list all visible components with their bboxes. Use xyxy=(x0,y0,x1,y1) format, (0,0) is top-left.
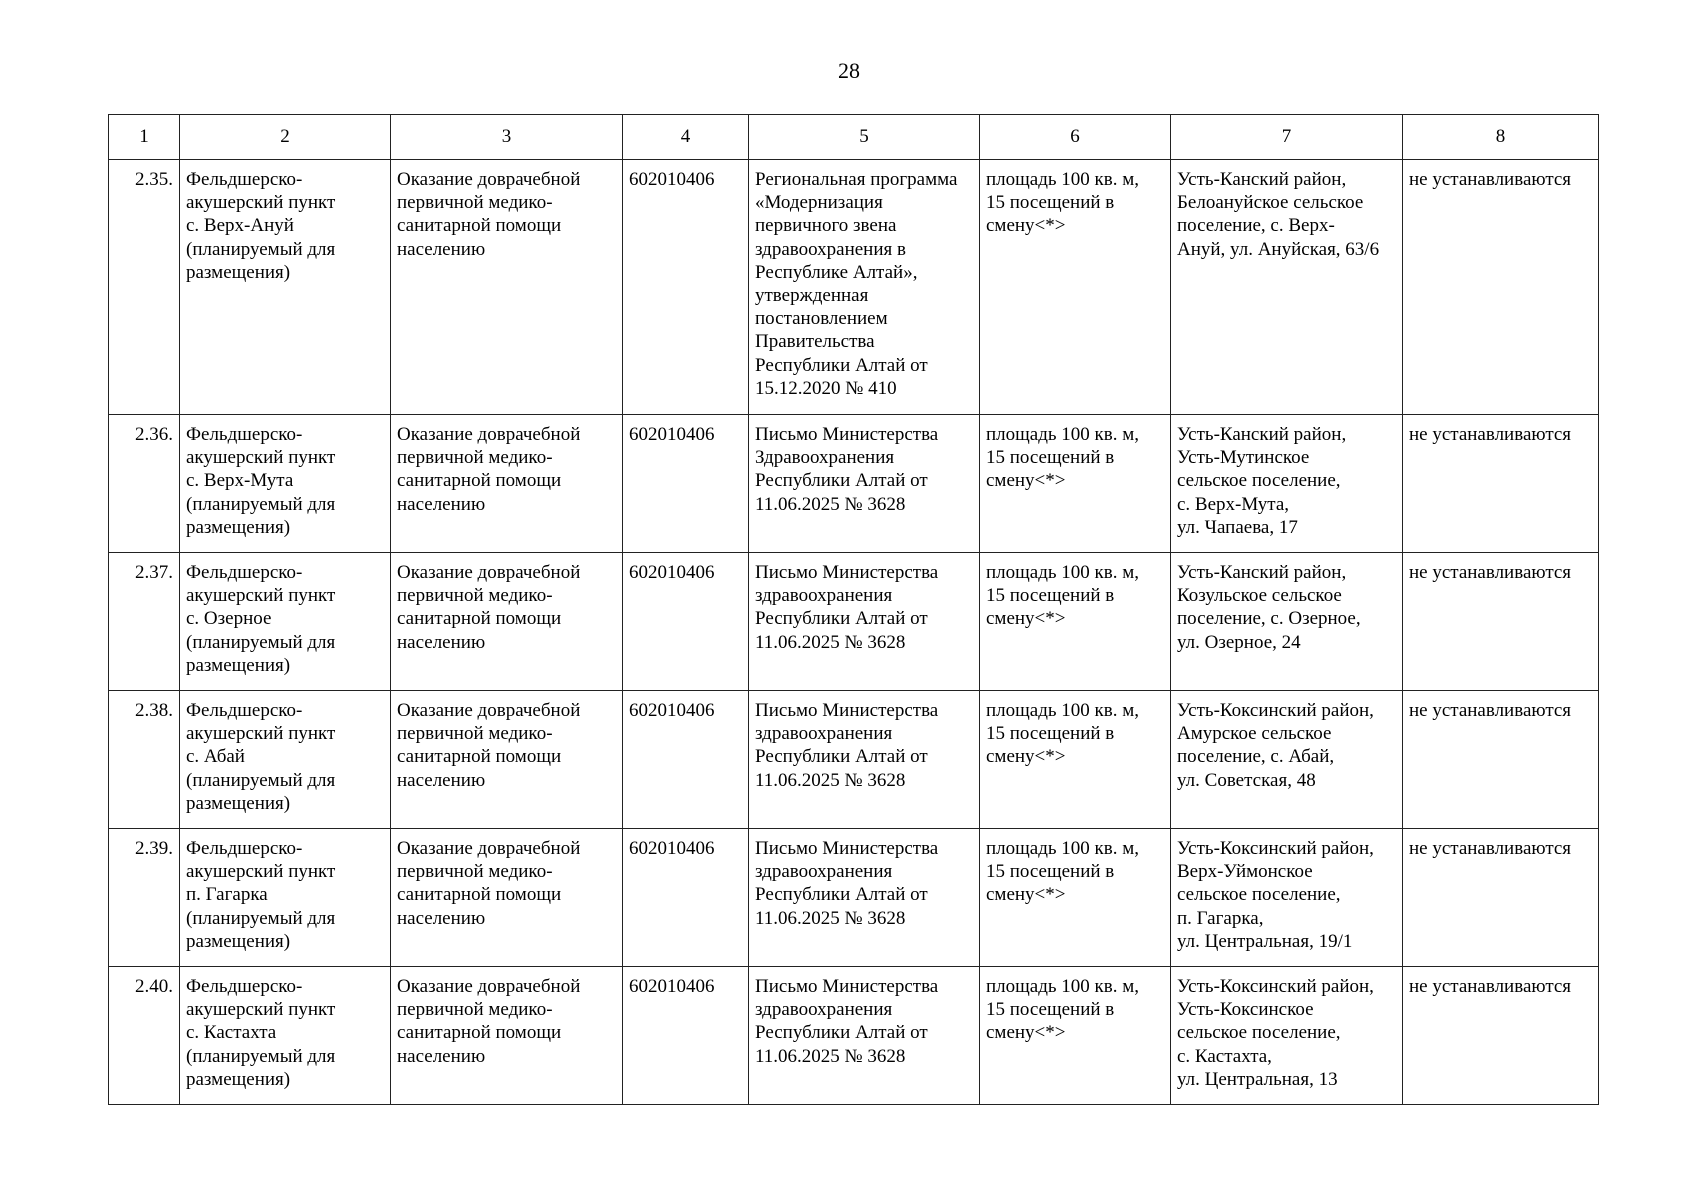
table-row xyxy=(109,967,1599,1105)
text-line: смену<*> xyxy=(986,1022,1066,1044)
text-line: Оказание доврачебной xyxy=(397,976,581,997)
table-row xyxy=(109,415,1599,553)
text-line: Оказание доврачебной xyxy=(397,424,581,445)
text-line: площадь 100 кв. м, xyxy=(986,562,1140,583)
text-line: постановлением xyxy=(755,308,888,330)
text-line: Письмо Министерства xyxy=(755,562,939,583)
text-line: площадь 100 кв. м, xyxy=(986,424,1140,445)
text-line: поселение, с. Верх- xyxy=(1177,215,1335,237)
text-line: Фельдшерско- xyxy=(186,562,303,583)
text-line: санитарной помощи xyxy=(397,746,562,768)
text-line: (планируемый для xyxy=(186,907,336,929)
text-line: первичной медико- xyxy=(397,999,553,1021)
text-line: Письмо Министерства xyxy=(755,424,939,445)
row-number-cell: 2.37. xyxy=(109,553,180,691)
text-line: Ануй, ул. Ануйская, 63/6 xyxy=(1177,238,1380,260)
text-line: санитарной помощи xyxy=(397,215,562,237)
text-line: здравоохранения xyxy=(755,723,893,745)
text-line: Фельдшерско- xyxy=(186,838,303,859)
text-line: Оказание доврачебной xyxy=(397,838,581,859)
text-line: поселение, с. Озерное, xyxy=(1177,608,1361,630)
text-line: площадь 100 кв. м, xyxy=(986,976,1140,997)
text-line: акушерский пункт xyxy=(186,999,336,1021)
column-header: 8 xyxy=(1403,115,1599,160)
text-line: с. Абай xyxy=(186,746,245,768)
text-line: смену<*> xyxy=(986,746,1066,768)
text-line: с. Кастахта xyxy=(186,1022,277,1044)
purpose-cell xyxy=(391,415,623,553)
text-line: здравоохранения xyxy=(755,585,893,607)
text-line: первичного звена xyxy=(755,215,897,237)
text-line: Оказание доврачебной xyxy=(397,700,581,721)
text-line: Республики Алтай от xyxy=(755,354,928,376)
text-line: населению xyxy=(397,238,486,260)
row-number-cell: 2.39. xyxy=(109,829,180,967)
basis-cell xyxy=(749,553,980,691)
column-header: 1 xyxy=(109,115,180,160)
parameters-cell xyxy=(980,553,1171,691)
zones-cell: не устанавливаются xyxy=(1403,553,1599,691)
text-line: Амурское сельское xyxy=(1177,723,1332,745)
text-line: Правительства xyxy=(755,331,875,353)
text-line: размещения) xyxy=(186,792,291,814)
code-cell: 602010406 xyxy=(623,160,749,415)
text-line: Усть-Коксинский район, xyxy=(1177,838,1374,859)
text-line: Республики Алтай от xyxy=(755,746,928,768)
text-line: ул. Чапаева, 17 xyxy=(1177,516,1298,538)
text-line: акушерский пункт xyxy=(186,447,336,469)
facility-name-cell xyxy=(180,160,391,415)
zones-cell: не устанавливаются xyxy=(1403,160,1599,415)
text-line: ул. Центральная, 13 xyxy=(1177,1068,1338,1090)
text-line: санитарной помощи xyxy=(397,884,562,906)
basis-cell xyxy=(749,691,980,829)
text-line: Белоануйское сельское xyxy=(1177,192,1364,214)
text-line: смену<*> xyxy=(986,470,1066,492)
text-line: утвержденная xyxy=(755,285,869,307)
text-line: сельское поселение, xyxy=(1177,884,1341,906)
parameters-cell xyxy=(980,691,1171,829)
text-line: ул. Центральная, 19/1 xyxy=(1177,930,1353,952)
text-line: Усть-Коксинское xyxy=(1177,999,1314,1021)
text-line: с. Кастахта, xyxy=(1177,1045,1272,1067)
text-line: Республики Алтай от xyxy=(755,884,928,906)
text-line: Фельдшерско- xyxy=(186,976,303,997)
text-line: первичной медико- xyxy=(397,861,553,883)
text-line: размещения) xyxy=(186,930,291,952)
zones-cell: не устанавливаются xyxy=(1403,691,1599,829)
text-line: (планируемый для xyxy=(186,631,336,653)
facility-name-cell xyxy=(180,691,391,829)
text-line: смену<*> xyxy=(986,608,1066,630)
text-line: населению xyxy=(397,907,486,929)
text-line: 15 посещений в xyxy=(986,861,1115,883)
text-line: Усть-Коксинский район, xyxy=(1177,700,1374,721)
text-line: 15 посещений в xyxy=(986,585,1115,607)
text-line: акушерский пункт xyxy=(186,192,336,214)
code-cell: 602010406 xyxy=(623,691,749,829)
text-line: поселение, с. Абай, xyxy=(1177,746,1335,768)
text-line: Оказание доврачебной xyxy=(397,562,581,583)
text-line: Усть-Канский район, xyxy=(1177,424,1347,445)
text-line: с. Верх-Мута, xyxy=(1177,493,1290,515)
text-line: 15 посещений в xyxy=(986,723,1115,745)
facility-name-cell xyxy=(180,415,391,553)
row-number-cell: 2.35. xyxy=(109,160,180,415)
code-cell: 602010406 xyxy=(623,415,749,553)
text-line: размещения) xyxy=(186,654,291,676)
purpose-cell xyxy=(391,691,623,829)
text-line: площадь 100 кв. м, xyxy=(986,169,1140,190)
row-number-cell: 2.40. xyxy=(109,967,180,1105)
text-line: Республике Алтай», xyxy=(755,261,918,283)
location-cell xyxy=(1171,160,1403,415)
code-cell: 602010406 xyxy=(623,553,749,691)
text-line: Республики Алтай от xyxy=(755,470,928,492)
text-line: сельское поселение, xyxy=(1177,1022,1341,1044)
text-line: населению xyxy=(397,769,486,791)
facility-name-cell xyxy=(180,553,391,691)
text-line: Козульское сельское xyxy=(1177,585,1342,607)
column-header: 5 xyxy=(749,115,980,160)
facilities-table xyxy=(108,114,1599,1105)
text-line: смену<*> xyxy=(986,215,1066,237)
zones-cell: не устанавливаются xyxy=(1403,829,1599,967)
text-line: (планируемый для xyxy=(186,238,336,260)
zones-cell: не устанавливаются xyxy=(1403,415,1599,553)
text-line: площадь 100 кв. м, xyxy=(986,838,1140,859)
column-header: 6 xyxy=(980,115,1171,160)
parameters-cell xyxy=(980,415,1171,553)
basis-cell xyxy=(749,829,980,967)
column-header: 4 xyxy=(623,115,749,160)
text-line: Усть-Коксинский район, xyxy=(1177,976,1374,997)
text-line: Республики Алтай от xyxy=(755,608,928,630)
text-line: п. Гагарка, xyxy=(1177,907,1264,929)
text-line: с. Верх-Ануй xyxy=(186,215,294,237)
text-line: здравоохранения в xyxy=(755,238,906,260)
text-line: «Модернизация xyxy=(755,192,883,214)
text-line: 11.06.2025 № 3628 xyxy=(755,631,906,653)
text-line: населению xyxy=(397,493,486,515)
parameters-cell xyxy=(980,160,1171,415)
location-cell xyxy=(1171,553,1403,691)
text-line: (планируемый для xyxy=(186,493,336,515)
text-line: акушерский пункт xyxy=(186,723,336,745)
purpose-cell xyxy=(391,160,623,415)
table-row xyxy=(109,691,1599,829)
text-line: Письмо Министерства xyxy=(755,838,939,859)
text-line: ул. Советская, 48 xyxy=(1177,769,1316,791)
text-line: ул. Озерное, 24 xyxy=(1177,631,1301,653)
code-cell: 602010406 xyxy=(623,967,749,1105)
text-line: п. Гагарка xyxy=(186,884,268,906)
text-line: 15 посещений в xyxy=(986,192,1115,214)
text-line: первичной медико- xyxy=(397,723,553,745)
text-line: населению xyxy=(397,1045,486,1067)
text-line: сельское поселение, xyxy=(1177,470,1341,492)
text-line: здравоохранения xyxy=(755,861,893,883)
text-line: 11.06.2025 № 3628 xyxy=(755,769,906,791)
text-line: акушерский пункт xyxy=(186,585,336,607)
table-row xyxy=(109,553,1599,691)
text-line: площадь 100 кв. м, xyxy=(986,700,1140,721)
text-line: населению xyxy=(397,631,486,653)
text-line: первичной медико- xyxy=(397,585,553,607)
text-line: первичной медико- xyxy=(397,447,553,469)
facility-name-cell xyxy=(180,829,391,967)
location-cell xyxy=(1171,967,1403,1105)
text-line: Письмо Министерства xyxy=(755,976,939,997)
text-line: Усть-Канский район, xyxy=(1177,562,1347,583)
column-header: 2 xyxy=(180,115,391,160)
header-row xyxy=(109,115,1599,160)
text-line: Верх-Уймонское xyxy=(1177,861,1313,883)
purpose-cell xyxy=(391,553,623,691)
zones-cell: не устанавливаются xyxy=(1403,967,1599,1105)
text-line: Усть-Мутинское xyxy=(1177,447,1310,469)
basis-cell xyxy=(749,415,980,553)
table-row xyxy=(109,160,1599,415)
text-line: Письмо Министерства xyxy=(755,700,939,721)
column-header: 3 xyxy=(391,115,623,160)
text-line: размещения) xyxy=(186,261,291,283)
text-line: Фельдшерско- xyxy=(186,700,303,721)
text-line: Оказание доврачебной xyxy=(397,169,581,190)
text-line: размещения) xyxy=(186,1068,291,1090)
basis-cell xyxy=(749,967,980,1105)
text-line: Усть-Канский район, xyxy=(1177,169,1347,190)
location-cell xyxy=(1171,829,1403,967)
location-cell xyxy=(1171,415,1403,553)
basis-cell xyxy=(749,160,980,415)
text-line: 15 посещений в xyxy=(986,999,1115,1021)
text-line: первичной медико- xyxy=(397,192,553,214)
text-line: Фельдшерско- xyxy=(186,424,303,445)
text-line: санитарной помощи xyxy=(397,608,562,630)
text-line: 11.06.2025 № 3628 xyxy=(755,493,906,515)
purpose-cell xyxy=(391,967,623,1105)
code-cell: 602010406 xyxy=(623,829,749,967)
text-line: с. Верх-Мута xyxy=(186,470,294,492)
text-line: 11.06.2025 № 3628 xyxy=(755,1045,906,1067)
column-header: 7 xyxy=(1171,115,1403,160)
facility-name-cell xyxy=(180,967,391,1105)
text-line: Региональная программа xyxy=(755,169,958,190)
text-line: с. Озерное xyxy=(186,608,272,630)
text-line: Фельдшерско- xyxy=(186,169,303,190)
text-line: 11.06.2025 № 3628 xyxy=(755,907,906,929)
text-line: Республики Алтай от xyxy=(755,1022,928,1044)
text-line: смену<*> xyxy=(986,884,1066,906)
text-line: размещения) xyxy=(186,516,291,538)
text-line: Здравоохранения xyxy=(755,447,895,469)
parameters-cell xyxy=(980,829,1171,967)
row-number-cell: 2.36. xyxy=(109,415,180,553)
page-number: 28 xyxy=(838,58,860,83)
purpose-cell xyxy=(391,829,623,967)
text-line: санитарной помощи xyxy=(397,1022,562,1044)
location-cell xyxy=(1171,691,1403,829)
text-line: здравоохранения xyxy=(755,999,893,1021)
text-line: 15.12.2020 № 410 xyxy=(755,377,897,399)
parameters-cell xyxy=(980,967,1171,1105)
text-line: санитарной помощи xyxy=(397,470,562,492)
table-row xyxy=(109,829,1599,967)
text-line: (планируемый для xyxy=(186,769,336,791)
row-number-cell: 2.38. xyxy=(109,691,180,829)
text-line: (планируемый для xyxy=(186,1045,336,1067)
text-line: акушерский пункт xyxy=(186,861,336,883)
text-line: 15 посещений в xyxy=(986,447,1115,469)
